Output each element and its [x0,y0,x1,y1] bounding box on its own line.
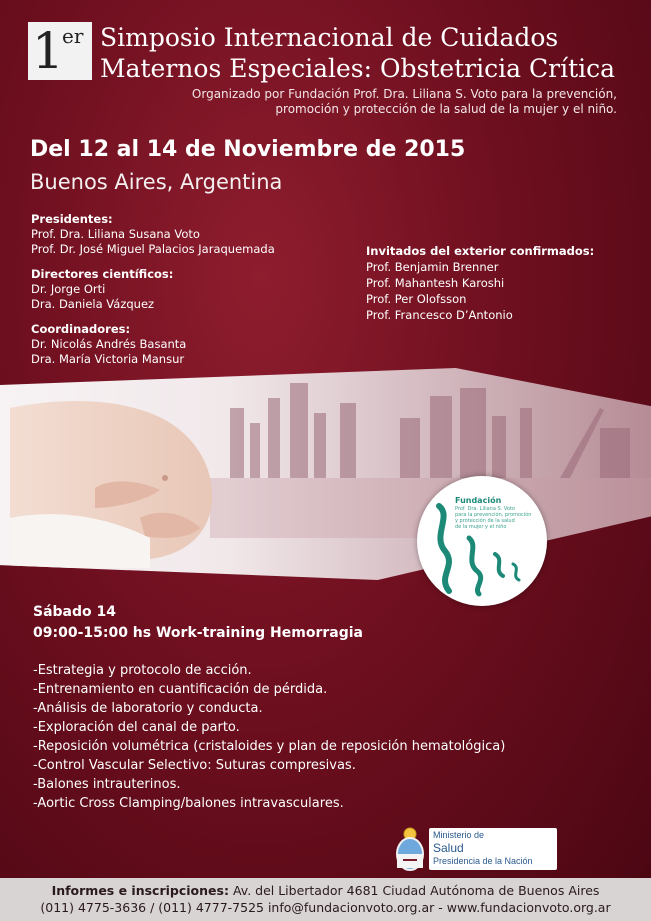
coordinators-group [31,322,275,367]
photo-band [0,368,651,580]
topic-item: -Análisis de laboratorio y conducta. [33,701,263,716]
organizing-committee [31,212,275,377]
edition-number: 1 [32,22,64,80]
topic-item: -Control Vascular Selectivo: Suturas compresivas. [33,758,356,773]
guest-name: Prof. Francesco D’Antonio [366,308,513,322]
topic-item: -Estrategia y protocolo de acción. [33,663,252,678]
foundation-logo [417,476,547,606]
president-name: Prof. Dra. Liliana Susana Voto [31,227,200,241]
ministry-line-3: Presidencia de la Nación [433,856,533,866]
guest-name: Prof. Per Olofsson [366,292,467,306]
ministry-line-1: Ministerio de [433,830,485,840]
guests-heading: Invitados del exterior confirmados: [366,244,595,258]
footer-contact: (011) 4775-3636 / (011) 4777-7525 info@fundacionvoto.org.ar - www.fundacionvoto.org.ar [40,900,611,915]
title-line-2: Maternos Especiales: Obstetricia Crítica [100,54,616,83]
footer-address: Av. del Libertador 4681 Ciudad Autónoma de Buenos Aires [228,883,600,898]
coordinator-name: Dra. María Victoria Mansur [31,352,185,366]
logo-subtitle-line: de la mujer y el niño [455,524,507,530]
logo-subtitle-line: y protección de la salud [455,518,515,524]
topic-item: -Aortic Cross Clamping/balones intravasculares. [33,796,344,811]
director-name: Dr. Jorge Orti [31,282,106,296]
ministry-line-2: Salud [433,841,464,855]
session-topics [33,661,505,813]
presidents-heading: Presidentes: [31,212,113,226]
title-line-1: Simposio Internacional de Cuidados [100,23,559,52]
topic-item: -Exploración del canal de parto. [33,720,240,735]
topic-item: -Entrenamiento en cuantificación de pérdida. [33,682,328,697]
footer-label: Informes e inscripciones: [51,883,229,898]
president-name: Prof. Dr. José Miguel Palacios Jaraquemada [31,242,275,256]
city-skyline [230,383,630,478]
event-dates: Del 12 al 14 de Noviembre de 2015 [30,137,466,162]
directors-heading: Directores científicos: [31,267,174,281]
guest-name: Prof. Mahantesh Karoshi [366,276,505,290]
coordinators-heading: Coordinadores: [31,322,131,336]
contact-footer [0,878,651,921]
ministry-logo [393,826,559,872]
pregnant-belly-figure [10,401,212,568]
presidents-group [31,212,275,257]
director-name: Dra. Daniela Vázquez [31,297,155,311]
organizer-text [192,87,617,117]
directors-group [31,267,275,312]
event-location: Buenos Aires, Argentina [30,170,283,194]
logo-subtitle-line: Prof. Dra. Liliana S. Voto [455,506,515,512]
coordinator-name: Dr. Nicolás Andrés Basanta [31,337,187,351]
footer-line-1 [0,882,651,899]
logo-subtitle-line: para la prevención, promoción [455,512,532,518]
argentina-coat-of-arms-icon [393,826,427,872]
organizer-line-2: promoción y protección de la salud de la mujer y el niño. [275,102,617,116]
foundation-logo-subtitle [455,506,531,530]
foundation-logo-title: Fundación [455,496,502,505]
schedule-session: 09:00-15:00 hs Work-training Hemorragia [33,625,363,641]
guest-name: Prof. Benjamin Brenner [366,260,499,274]
symposium-title [100,22,615,84]
topic-item: -Balones intrauterinos. [33,777,181,792]
edition-badge [28,22,92,80]
international-guests [366,243,594,323]
pregnancy-city-illustration [0,368,651,580]
topic-item: -Reposición volumétrica (cristaloides y plan de reposición hematológica) [33,739,506,754]
schedule-day: Sábado 14 [33,604,116,620]
organizer-line-1: Organizado por Fundación Prof. Dra. Liliana S. Voto para la prevención, [191,87,617,101]
edition-superscript: er [62,24,84,48]
